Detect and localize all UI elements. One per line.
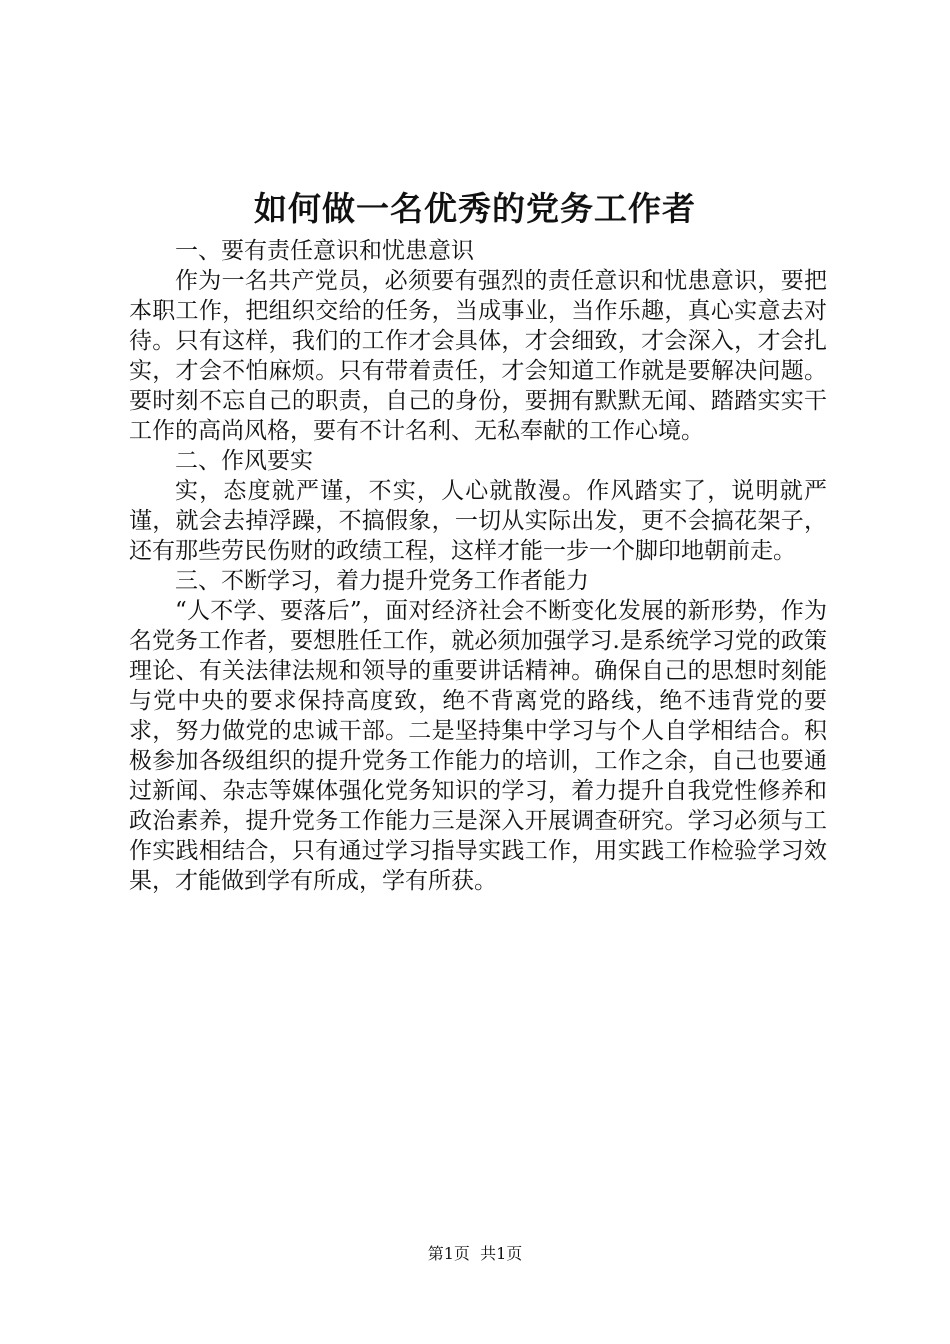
paragraph-3: “人不学、要落后”，面对经济社会不断变化发展的新形势，作为名党务工作者，要想胜任工作，就必须加强学习.是系统学习党的政策理论、有关法律法规和领导的重要讲话精神。确保自己的思想时刻能与党中央的要求保持高度致，绝不背离党的路线，绝不违背党的要求，努力做党的忠诚干部。二是坚持集中学习与个人自学相结合。积极参加各级组织的提升党务工作能力的培训，工作之余，自己也要通过新闻、杂志等媒体强化党务知识的学习，着力提升自我党性修养和政治素养，提升党务工作能力三是深入开展调查研究。学习必须与工作实践相结合，只有通过学习指导实践工作，用实践工作检验学习效果，才能做到学有所成，学有所获。 xyxy=(129,598,827,894)
page-number: 第1页 xyxy=(427,1244,470,1263)
paragraph-2: 实，态度就严谨，不实，人心就散漫。作风踏实了，说明就严谨，就会去掉浮躁，不搞假象，一切从实际出发，更不会搞花架子，还有那些劳民伤财的政绩工程，这样才能一步一个脚印地朝前走。 xyxy=(129,478,827,564)
document-body xyxy=(129,236,827,896)
page-total: 共1页 xyxy=(480,1244,523,1263)
section-heading-3: 三、不断学习，着力提升党务工作者能力 xyxy=(175,568,589,594)
paragraph-1: 作为一名共产党员，必须要有强烈的责任意识和忧患意识，要把本职工作，把组织交给的任务，当成事业，当作乐趣，真心实意去对待。只有这样，我们的工作才会具体，才会细致，才会深入，才会扎实，才会不怕麻烦。只有带着责任，才会知道工作就是要解决问题。要时刻不忘自己的职责，自己的身份，要拥有默默无闻、踏踏实实干工作的高尚风格，要有不计名利、无私奉献的工作心境。 xyxy=(129,268,827,444)
footer-separator xyxy=(470,1244,480,1263)
section-heading-2: 二、作风要实 xyxy=(175,448,313,474)
document-title: 如何做一名优秀的党务工作者 xyxy=(254,189,696,228)
section-heading-1: 一、要有责任意识和忧患意识 xyxy=(175,238,474,264)
page-footer xyxy=(0,1244,950,1264)
